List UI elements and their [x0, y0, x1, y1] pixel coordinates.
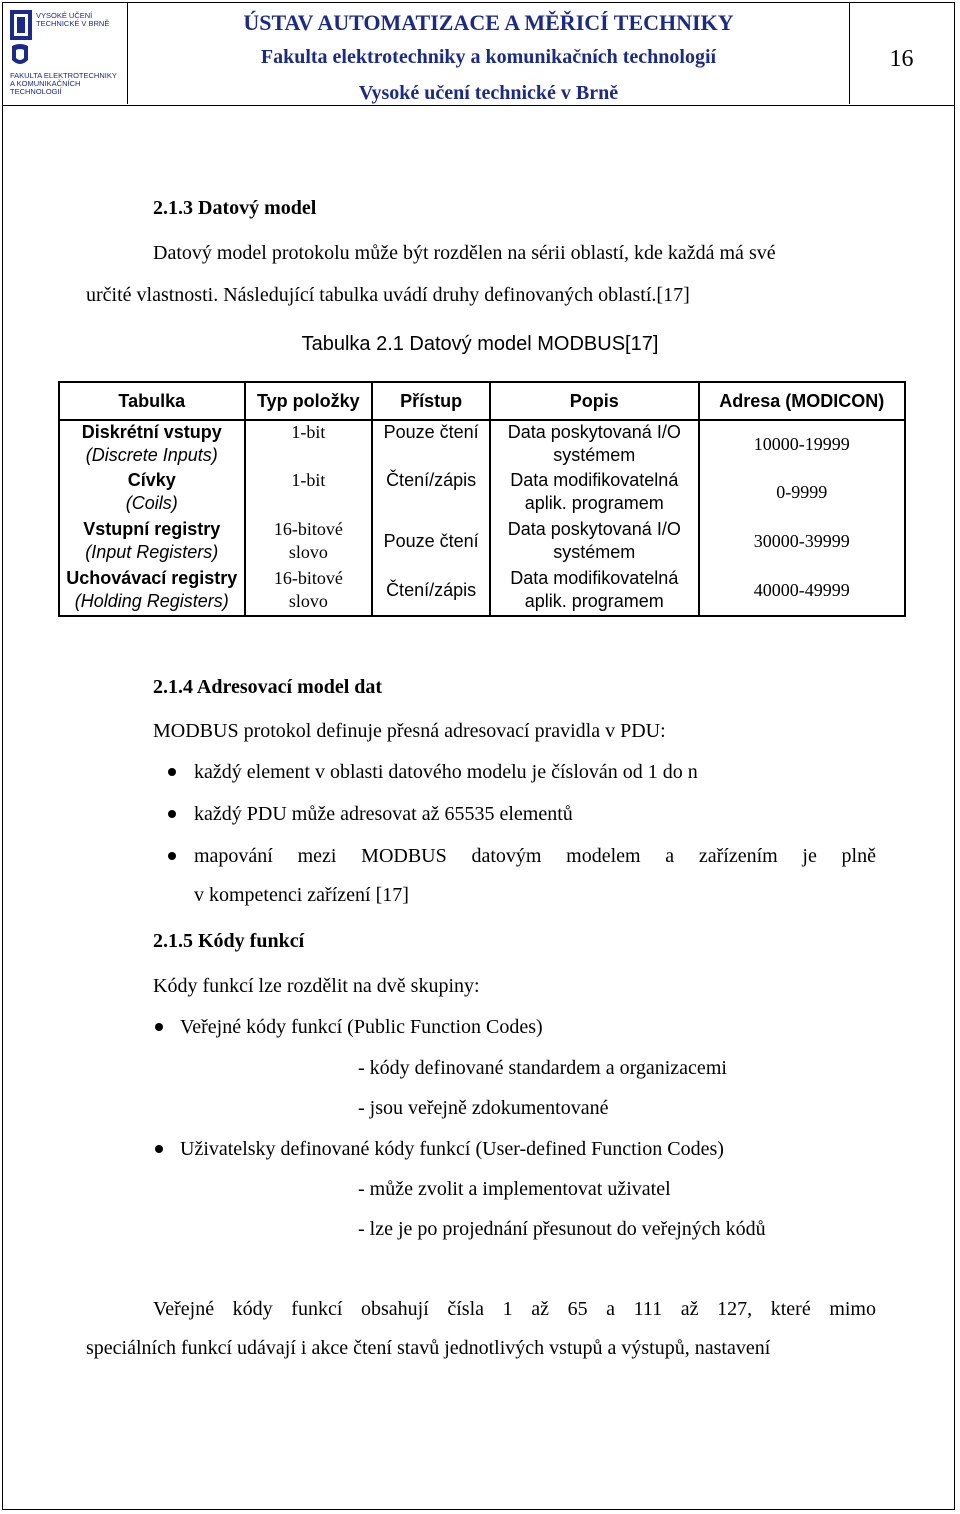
table-cell-address: [699, 518, 905, 567]
data-model-table: [58, 381, 906, 617]
table-cell-name: [59, 420, 245, 469]
bullet-item: mapování mezi MODBUS datovým modelem a zařízením je plně: [194, 845, 876, 867]
faculty-name: Fakulta elektrotechniky a komunikačních technologií: [260, 46, 717, 68]
section-heading-213: 2.1.3 Datový model: [153, 197, 317, 219]
item-type: 16-bitové: [273, 568, 343, 588]
address: 40000-49999: [753, 580, 850, 600]
header-titles: [128, 2, 850, 104]
page-number: 16: [889, 46, 914, 72]
table-cell-access: [372, 518, 490, 567]
description: Data modifikovatelná: [510, 470, 679, 490]
page-frame: [2, 2, 955, 1510]
description-2: aplik. programem: [524, 493, 664, 513]
table-header-row: [59, 382, 905, 420]
table-caption: Tabulka 2.1 Datový model MODBUS[17]: [301, 333, 659, 355]
page-number-cell: [850, 2, 953, 104]
description: Data modifikovatelná: [510, 568, 679, 588]
function-group-public: Veřejné kódy funkcí (Public Function Codes): [180, 1016, 543, 1038]
university-name: Vysoké učení technické v Brně: [358, 82, 619, 104]
table-cell-name: [59, 518, 245, 567]
bullet-item-continuation: v kompetenci zařízení [17]: [194, 884, 409, 906]
item-type: 16-bitové: [273, 519, 343, 539]
page-header: [2, 2, 955, 106]
table-cell-address: [699, 469, 905, 518]
table-cell-name: [59, 469, 245, 518]
university-logo: [2, 2, 128, 104]
access: Pouze čtení: [383, 422, 479, 442]
function-group-detail: - kódy definované standardem a organizacemi: [358, 1057, 727, 1079]
table-row: [59, 469, 905, 518]
table-cell-type: [245, 469, 373, 518]
table-cell-access: [372, 420, 490, 469]
area-name-en: (Discrete Inputs): [85, 445, 218, 465]
bullet-icon: [155, 1145, 163, 1153]
area-name-en: (Input Registers): [85, 542, 219, 562]
table-cell-address: [699, 567, 905, 616]
table-cell-desc: [490, 518, 699, 567]
paragraph-213-line2: určité vlastnosti. Následující tabulka uvádí druhy definovaných oblastí.[17]: [86, 284, 690, 306]
bullet-icon: [155, 1023, 163, 1031]
table-cell-access: [372, 469, 490, 518]
function-group-user: Uživatelsky definované kódy funkcí (User-defined Function Codes): [180, 1138, 724, 1160]
bullet-icon: [168, 810, 176, 818]
table-row: [59, 420, 905, 469]
table-header: Tabulka: [59, 382, 245, 420]
function-group-detail: - lze je po projednání přesunout do veřejných kódů: [358, 1218, 766, 1240]
item-type: 1-bit: [291, 470, 326, 490]
table-cell-address: [699, 420, 905, 469]
bullet-icon: [168, 852, 176, 860]
table-header: Přístup: [372, 382, 490, 420]
area-name: Cívky: [127, 470, 176, 490]
table-cell-desc: [490, 567, 699, 616]
table-header: Popis: [490, 382, 699, 420]
description: Data poskytovaná I/O: [507, 519, 681, 539]
description: Data poskytovaná I/O: [507, 422, 681, 442]
bullet-item: každý PDU může adresovat až 65535 elementů: [194, 803, 573, 825]
access: Čtení/zápis: [386, 580, 477, 600]
table-cell-access: [372, 567, 490, 616]
institute-name: ÚSTAV AUTOMATIZACE A MĚŘICÍ TECHNIKY: [243, 10, 734, 35]
logo-text-university: VYSOKÉ UČENÍ TECHNICKÉ V BRNĚ: [36, 11, 110, 28]
address: 10000-19999: [753, 434, 850, 454]
table-cell-desc: [490, 420, 699, 469]
table-header: Adresa (MODICON): [699, 382, 905, 420]
area-name: Uchovávací registry: [66, 568, 238, 588]
closing-paragraph-line2: speciálních funkcí udávají i akce čtení stavů jednotlivých vstupů a výstupů, nastavení: [86, 1337, 771, 1359]
bullet-item: každý element v oblasti datového modelu je číslován od 1 do n: [194, 761, 698, 783]
bullet-icon: [168, 768, 176, 776]
description-2: systémem: [553, 445, 636, 465]
item-type: 1-bit: [291, 422, 326, 442]
logo-text-faculty: FAKULTA ELEKTROTECHNIKY A KOMUNIKAČNÍCH TECHNOLOGIÍ: [10, 71, 117, 96]
function-group-detail: - může zvolit a implementovat uživatel: [358, 1178, 671, 1200]
table-header: Typ položky: [245, 382, 373, 420]
description-2: systémem: [553, 542, 636, 562]
section-heading-214: 2.1.4 Adresovací model dat: [153, 676, 383, 698]
paragraph-214-intro: MODBUS protokol definuje přesná adresovací pravidla v PDU:: [153, 720, 666, 742]
paragraph-213-line1: Datový model protokolu může být rozdělen na sérii oblastí, kde každá má své: [153, 242, 776, 264]
address: 0-9999: [776, 482, 828, 502]
function-group-detail: - jsou veřejně zdokumentované: [358, 1097, 609, 1119]
table-cell-type: [245, 567, 373, 616]
table-row: [59, 567, 905, 616]
paragraph-215-intro: Kódy funkcí lze rozdělit na dvě skupiny:: [153, 975, 480, 997]
table-cell-desc: [490, 469, 699, 518]
access: Čtení/zápis: [386, 470, 477, 490]
item-type-2: slovo: [288, 591, 328, 611]
table-cell-name: [59, 567, 245, 616]
table-cell-type: [245, 518, 373, 567]
area-name-en: (Holding Registers): [74, 591, 229, 611]
closing-paragraph-line1: Veřejné kódy funkcí obsahují čísla 1 až 65 a 111 až 127, které mimo: [153, 1298, 876, 1320]
access: Pouze čtení: [383, 531, 479, 551]
table-row: [59, 518, 905, 567]
area-name: Diskrétní vstupy: [81, 422, 222, 442]
item-type-2: slovo: [288, 542, 328, 562]
area-name: Vstupní registry: [83, 519, 221, 539]
table-cell-type: [245, 420, 373, 469]
section-heading-215: 2.1.5 Kódy funkcí: [153, 930, 305, 952]
description-2: aplik. programem: [524, 591, 664, 611]
area-name-en: (Coils): [125, 493, 178, 513]
address: 30000-39999: [753, 531, 850, 551]
